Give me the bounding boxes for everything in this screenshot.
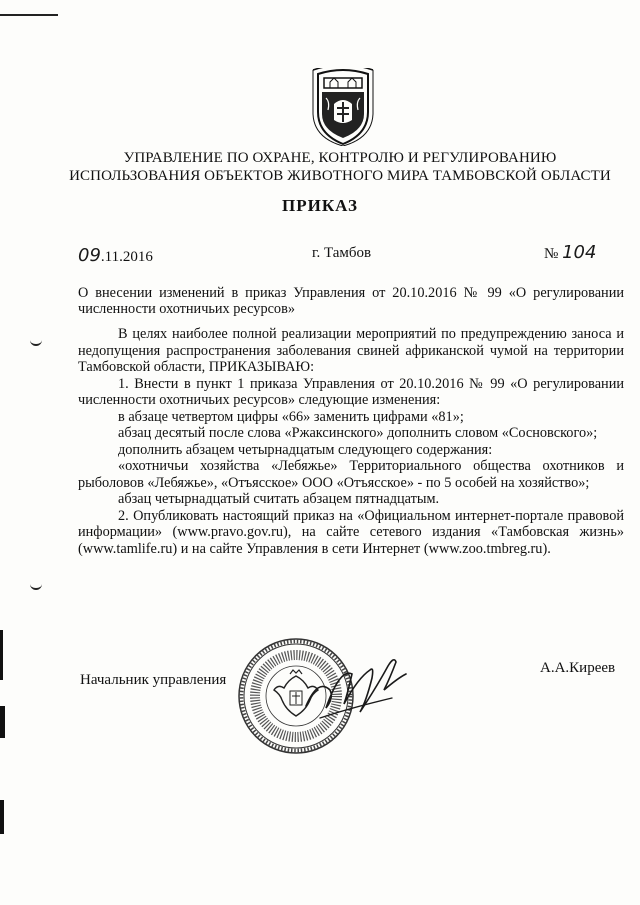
hole-punch-mark: [30, 338, 42, 346]
body-paragraph: абзац четырнадцатый считать абзацем пятнадцатым.: [118, 491, 440, 507]
date-day-handwritten: 09: [78, 245, 101, 266]
scan-artifact-mark: [0, 706, 5, 738]
document-number: [544, 242, 596, 263]
org-name-line-1: УПРАВЛЕНИЕ ПО ОХРАНЕ, КОНТРОЛЮ И РЕГУЛИРОВАНИЮ: [123, 150, 557, 166]
signer-name: А.А.Киреев: [540, 660, 616, 676]
hole-punch-mark: [30, 582, 42, 590]
date-month-year: .11.2016: [100, 249, 153, 265]
body-paragraph: «охотничьи хозяйства «Лебяжье» Территориального общества охотников и рыболовов «Лебяжье», «Отъясское» ООО «Отъясское» - по 5 особей на хозяйство»;: [78, 458, 624, 491]
handwritten-signature-icon: [300, 648, 410, 728]
scan-artifact-mark: [0, 630, 3, 680]
coat-of-arms-icon: [310, 68, 376, 146]
org-name-line-2: ИСПОЛЬЗОВАНИЯ ОБЪЕКТОВ ЖИВОТНОГО МИРА ТАМБОВСКОЙ ОБЛАСТИ: [69, 168, 611, 184]
body-paragraph: 2. Опубликовать настоящий приказ на «Официальном интернет-портале правовой информации» (www.pravo.gov.ru), на сайте сетевого издания «Тамбовская жизнь» (www.tamlife.ru) и на сайте Управления в сети Интернет (www.zoo.tmbreg.ru).: [78, 507, 624, 557]
number-handwritten: 104: [562, 242, 597, 263]
body-paragraph: в абзаце четвертом цифры «66» заменить цифрами «81»;: [118, 408, 464, 425]
body-paragraph: дополнить абзацем четырнадцатым следующего содержания:: [118, 441, 493, 458]
body-paragraph: В целях наиболее полной реализации мероприятий по предупреждению заноса и недопущения распространения заболевания свиней африканской чумой на территории Тамбовской области, ПРИКАЗЫВАЮ:: [78, 326, 624, 375]
signer-position: Начальник управления: [80, 672, 227, 688]
document-title: ПРИКАЗ: [282, 196, 358, 215]
body-paragraph: абзац десятый после слова «Ржаксинского» дополнить словом «Сосновского»;: [118, 425, 598, 441]
document-city: г. Тамбов: [312, 245, 372, 261]
document-date: [78, 245, 153, 266]
document-body: [78, 326, 624, 557]
scan-artifact-mark: [0, 800, 4, 834]
number-label: №: [544, 246, 559, 262]
body-paragraph: 1. Внести в пункт 1 приказа Управления от 20.10.2016 № 99 «О регулировании численности охотничьих ресурсов» следующие изменения:: [78, 375, 624, 408]
document-subject: О внесении изменений в приказ Управления от 20.10.2016 № 99 «О регулировании численности охотничьих ресурсов»: [78, 285, 624, 317]
scan-artifact-line: [0, 14, 58, 16]
